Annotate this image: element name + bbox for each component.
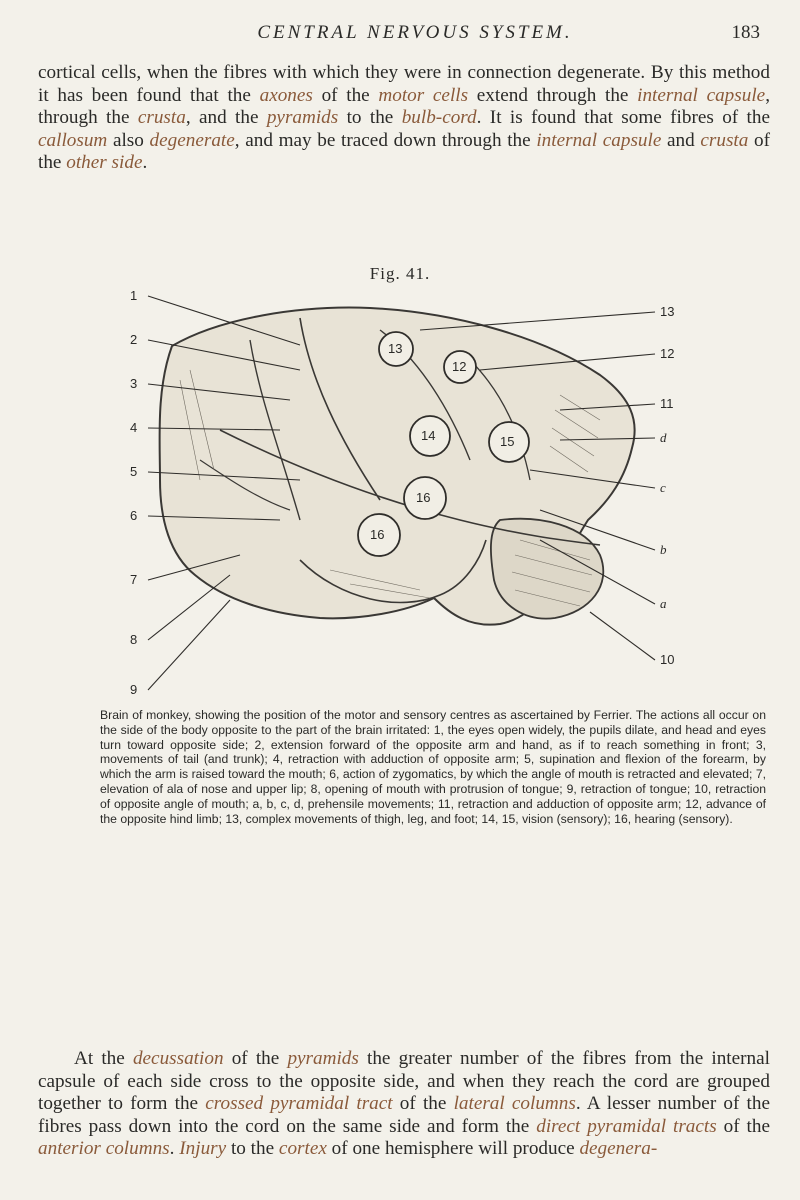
- italic-term: bulb-cord: [401, 107, 477, 129]
- text-run: . A lesser number of the fibres pass down into the cord on the same side and form the: [38, 1093, 770, 1137]
- text-run: of one hemisphere will produce: [326, 1138, 580, 1160]
- italic-term: cortex: [278, 1138, 327, 1160]
- italic-term: pyramids: [287, 1048, 359, 1069]
- text-run: of the: [716, 1115, 770, 1137]
- left-label-9: 9: [130, 682, 138, 697]
- figure-title: Fig. 41.: [369, 264, 431, 283]
- left-label-1: 1: [130, 288, 138, 303]
- italic-term: axones: [259, 84, 313, 106]
- text-run: . It is found that some fibres of the: [476, 107, 770, 129]
- circle-label-16-lower: 16: [370, 527, 385, 542]
- italic-term: crossed pyramidal tract: [205, 1093, 393, 1115]
- italic-term: pyramids: [266, 107, 339, 129]
- text-run: extend through the: [468, 84, 638, 106]
- italic-term: motor cells: [378, 84, 469, 106]
- running-title: CENTRAL NERVOUS SYSTEM.: [257, 22, 573, 43]
- figure-caption: [40, 708, 766, 826]
- page-number: 183: [731, 22, 760, 43]
- italic-term: crusta: [700, 129, 749, 151]
- right-label-11: 11: [660, 396, 674, 411]
- text-run: to the: [226, 1138, 279, 1160]
- circle-label-15: 15: [500, 434, 515, 449]
- italic-term: other side: [66, 152, 143, 174]
- text-run: to the: [338, 107, 402, 129]
- italic-term: internal capsule: [536, 129, 662, 151]
- paragraph-2: [38, 1048, 770, 1161]
- left-label-7: 7: [130, 572, 138, 587]
- text-run: also: [107, 129, 150, 151]
- text-run: and: [661, 129, 701, 151]
- circle-label-16-upper: 16: [416, 490, 431, 505]
- italic-term: direct pyramidal tracts: [536, 1115, 717, 1137]
- left-label-5: 5: [130, 464, 138, 479]
- text-run: , and may be traced down through the: [234, 129, 537, 151]
- circle-label-13: 13: [388, 341, 403, 356]
- circle-label-12: 12: [452, 359, 467, 374]
- right-label-b: b: [660, 542, 667, 557]
- right-label-d: d: [660, 430, 667, 445]
- text-run: , and the: [185, 107, 267, 129]
- right-label-12: 12: [660, 346, 675, 361]
- circle-label-14: 14: [421, 428, 436, 443]
- text-run: the greater number of the fibres from the internal capsule of each side cross to the opposite side, and when they reach the cord are grouped together to form the: [38, 1048, 770, 1115]
- italic-term: callosum: [38, 129, 108, 151]
- italic-term: internal capsule: [637, 84, 766, 106]
- text-run: of the: [312, 84, 379, 106]
- text-run: .: [169, 1138, 180, 1160]
- left-label-4: 4: [130, 420, 138, 435]
- italic-term: degenerate: [149, 129, 235, 151]
- text-run: of the: [38, 129, 771, 174]
- left-label-2: 2: [130, 332, 138, 347]
- italic-term: lateral columns: [453, 1093, 576, 1115]
- text-run: of the: [392, 1093, 454, 1115]
- italic-term: anterior columns: [38, 1138, 170, 1160]
- text-run: , through the: [38, 84, 770, 129]
- italic-term: decussation: [132, 1048, 224, 1069]
- italic-term: Injury: [179, 1138, 227, 1160]
- right-label-c: c: [660, 480, 666, 495]
- text-run: .: [142, 152, 148, 174]
- text-run: cortical cells, when the fibres with which they were in connection degenerate. By this method it has been found that the: [38, 62, 770, 106]
- left-label-3: 3: [130, 376, 138, 391]
- right-label-13: 13: [660, 304, 675, 319]
- text-run: of the: [223, 1048, 288, 1069]
- caption-text: Brain of monkey, showing the position of the motor and sensory centres as ascertained by Ferrier. The actions all occur on the side of the body opposite to the part of the brain irritated: 1, the eyes open widely, the pupils dilate, and head and eyes turn toward opposite side; 2, extension forward of the opposite arm and hand, as if to reach something in front; 3, movements of tail (and trunk); 4, retraction with adduction of opposite arm; 5, supination and flexion of the forearm, by which the arm is raised toward the mouth; 6, action of zygomatics, by which the angle of mouth is retracted and elevated; 7, elevation of ala of nose and upper lip; 8, opening of mouth with protrusion of tongue; 9, retraction of tongue; 10, retraction of opposite angle of mouth; a, b, c, d, prehensile movements; 11, retraction and adduction of opposite arm; 12, advance of the opposite hind limb; 13, complex movements of thigh, leg, and foot; 14, 15, vision (sensory); 16, hearing (sensory).: [100, 708, 766, 826]
- text-run: At the: [74, 1048, 133, 1069]
- italic-term: crusta: [137, 107, 186, 129]
- italic-term: degenera-: [579, 1138, 658, 1160]
- cerebellum: [491, 519, 603, 619]
- left-label-8: 8: [130, 632, 138, 647]
- right-label-10: 10: [660, 652, 675, 667]
- left-label-6: 6: [130, 508, 138, 523]
- right-label-a: a: [660, 596, 667, 611]
